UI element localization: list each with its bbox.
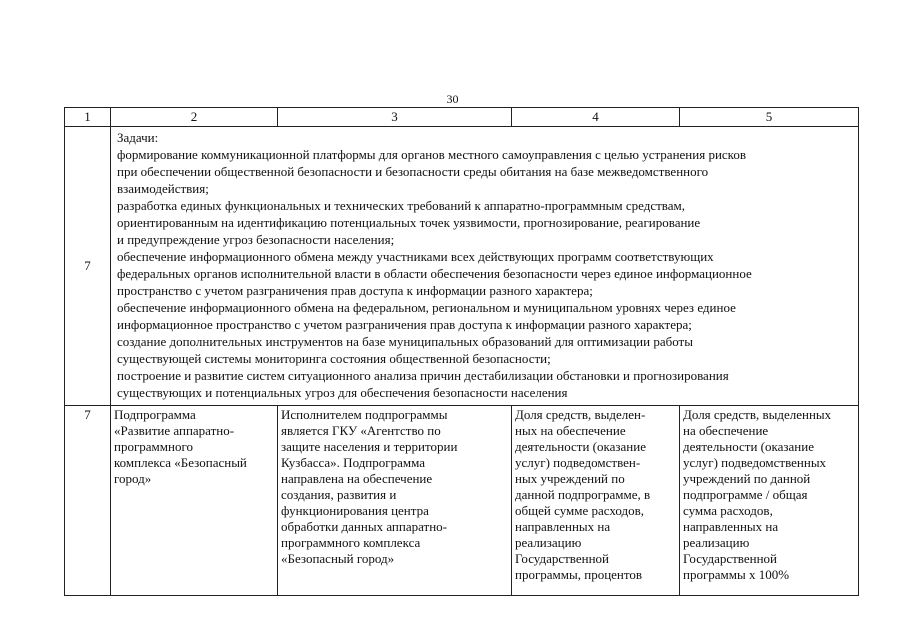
cell-line: город» [114, 471, 152, 486]
table-header-row [65, 108, 859, 127]
tasks-line: Задачи: [117, 130, 159, 145]
tasks-line: ориентированным на идентификацию потенциальных точек уязвимости, прогнозирование, реагирование [117, 215, 701, 230]
header-cell-3: 3 [278, 108, 512, 127]
tasks-line: разработка единых функциональных и технических требований к аппаратно-программным средствам, [117, 198, 686, 213]
cell-line: является ГКУ «Агентство по [281, 423, 441, 438]
tasks-line: и предупреждение угроз безопасности населения; [117, 232, 395, 247]
cell-line: на обеспечение [683, 423, 769, 438]
cell-line: ных на обеспечение [515, 423, 626, 438]
page-number: 30 [446, 92, 459, 106]
tasks-line: обеспечение информационного обмена на федеральном, региональном и муниципальном уровнях через единое [117, 300, 736, 315]
subprogram-row [65, 406, 859, 596]
cell-line: программы x 100% [683, 567, 790, 582]
cell-line: создания, развития и [281, 487, 397, 502]
cell-line: ных учреждений по [515, 471, 625, 486]
header-cell-5: 5 [680, 108, 859, 127]
cell-line: деятельности (оказание [515, 439, 646, 454]
tasks-line: при обеспечении общественной безопасности и безопасности среды обитания на базе межведомственного [117, 164, 709, 179]
tasks-line: обеспечение информационного обмена между участниками всех действующих программ соответствующих [117, 249, 714, 264]
cell-line: Доля средств, выделенных [683, 407, 832, 422]
cell-line: Исполнителем подпрограммы [281, 407, 448, 422]
cell-line: Государственной [515, 551, 610, 566]
cell-line: учреждений по данной [683, 471, 811, 486]
tasks-line: построение и развитие систем ситуационного анализа причин дестабилизации обстановки и прогнозирования [117, 368, 729, 383]
tasks-line: формирование коммуникационной платформы для органов местного самоуправления с целью устранения рисков [117, 147, 746, 162]
cell-line: деятельности (оказание [683, 439, 814, 454]
cell-line: обработки данных аппаратно- [281, 519, 447, 534]
cell-line: направлена на обеспечение [281, 471, 433, 486]
tasks-row [65, 127, 859, 406]
indicator-formula-cell [680, 406, 859, 596]
cell-line: данной подпрограмме, в [515, 487, 651, 502]
cell-line: подпрограмме / общая [683, 487, 808, 502]
indicators-table [64, 107, 859, 596]
tasks-line: взаимодействия; [117, 181, 209, 196]
cell-line: программы, процентов [515, 567, 643, 582]
cell-line: реализацию [515, 535, 582, 550]
tasks-text [111, 127, 859, 406]
tasks-line: существующих и потенциальных угроз для обеспечения безопасности населения [117, 385, 568, 400]
header-cell-4: 4 [512, 108, 680, 127]
cell-line: защите населения и территории [281, 439, 458, 454]
tasks-line: создание дополнительных инструментов на базе муниципальных образований для оптимизации работы [117, 334, 693, 349]
header-cell-1: 1 [65, 108, 111, 127]
cell-line: общей сумме расходов, [515, 503, 645, 518]
subprogram-description-cell [278, 406, 512, 596]
cell-line: реализацию [683, 535, 750, 550]
tasks-row-number: 7 [65, 127, 111, 406]
header-cell-2: 2 [111, 108, 278, 127]
cell-line: сумма расходов, [683, 503, 773, 518]
cell-line: программного комплекса [281, 535, 421, 550]
cell-line: услуг) подведомствен- [515, 455, 641, 470]
cell-line: направленных на [515, 519, 611, 534]
cell-line: направленных на [683, 519, 779, 534]
subprogram-row-number: 7 [65, 406, 111, 596]
tasks-line: информационное пространство с учетом разграничения прав доступа к информации разного характера; [117, 317, 692, 332]
cell-line: комплекса «Безопасный [114, 455, 247, 470]
subprogram-name-cell [111, 406, 278, 596]
cell-line: услуг) подведомственных [683, 455, 827, 470]
cell-line: Подпрограмма [114, 407, 196, 422]
cell-line: Доля средств, выделен- [515, 407, 646, 422]
cell-line: «Развитие аппаратно- [114, 423, 235, 438]
cell-line: функционирования центра [281, 503, 429, 518]
cell-line: Кузбасса». Подпрограмма [281, 455, 426, 470]
cell-line: Государственной [683, 551, 778, 566]
indicator-name-cell [512, 406, 680, 596]
tasks-line: пространство с учетом разграничения прав доступа к информации разного характера; [117, 283, 593, 298]
cell-line: «Безопасный город» [281, 551, 395, 566]
tasks-line: федеральных органов исполнительной власти в области обеспечения безопасности через единое информационное [117, 266, 752, 281]
cell-line: программного [114, 439, 193, 454]
tasks-line: существующей системы мониторинга состояния общественной безопасности; [117, 351, 551, 366]
